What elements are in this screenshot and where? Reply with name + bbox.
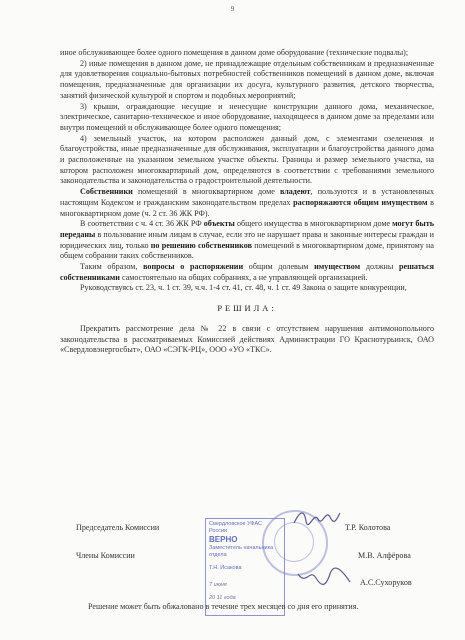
text-span: помещений в многоквартирном доме	[132, 187, 280, 197]
members-label: Члены Комиссии	[76, 551, 135, 560]
text-span: Таким образом,	[80, 262, 144, 272]
paragraph: 4) земельный участок, на котором расположен данный дом, с элементами озеленения и благоустройства, иные предназначенные для обслуживания, эксплуатации и благоустройства данного дома и расположенные на указанном земельном участке объекты. Границы и размер земельного участка, на котором расположен многоквартирный дом, определяются в соответствии с требованиями земельного законодательства и законодательства о градостроительной деятельности.	[60, 133, 434, 186]
text-span: самостоятельно на общих собраниях, а не управляющей организацией.	[119, 272, 368, 282]
stamp-org: Свердловское УФАС России	[209, 521, 262, 534]
paragraph: 3) крыши, ограждающие несущие и ненесущие конструкции данного дома, механическое, электрическое, санитарно-техническое и иное оборудование, находящееся в данном доме за пределами или внутри помещений и обслуживающее более одного помещения;	[60, 101, 434, 132]
member2-name: А.С.Сухоруков	[360, 578, 412, 587]
paragraph-guided: Руководствуясь ст. 23, ч. 1 ст. 39, ч.ч. 1-4 ст. 41, ст. 48, ч. 1 ст. 49 Закона о защите конкуренции,	[80, 283, 407, 293]
bold-text: имуществом	[314, 262, 361, 272]
paragraph: иное обслуживающее более одного помещения в данном доме оборудование (технические подвалы);	[60, 48, 409, 57]
bold-text: по решению собственников	[150, 240, 252, 250]
paragraph-owners	[60, 187, 434, 219]
stamp-verno: ВЕРНО	[209, 535, 238, 544]
stamp-name: Т.Н. Исакова	[209, 565, 242, 571]
bold-text: распоряжаются общим имуществом	[293, 197, 428, 207]
stamp-date: 7 июня	[209, 582, 227, 588]
document-body	[60, 48, 434, 356]
paragraph-decision: Прекратить рассмотрение дела № 22 в связи с отсутствием нарушения антимонопольного законодательства в рассматриваемых Комиссией действиях Администрации ГО Краснотурьинск, ОАО «Свердловэнергосбыт», ОАО «СЭГК-РЦ», ООО «УО «ТКС».	[60, 323, 434, 355]
text-span: в пользование иным лицам в случае, если это не нарушает права и законные интересы граждан и юридических лиц, только	[60, 229, 434, 250]
chair-name: Т.Р. Колотова	[345, 523, 391, 532]
paragraph-transfer	[60, 219, 434, 262]
bold-text: решаться собственниками	[60, 262, 434, 282]
member-signature-icon	[296, 566, 352, 588]
text-span: В соответствии с ч. 4 ст. 36 ЖК РФ	[80, 219, 204, 229]
decision-heading: РЕШИЛА:	[217, 304, 277, 314]
bold-text: Собственники	[80, 187, 133, 197]
stamp-date2: 20 11 года	[209, 595, 236, 601]
paragraph-conclusion	[60, 262, 434, 283]
paragraph: 2) иные помещения в данном доме, не принадлежащие отдельным собственникам и предназначенные для удовлетворения социально-бытовых потребностей собственников помещений в данном доме, включая помещения, предназначенные для организации их досуга, культурного развития, детского творчества, занятий физической культурой и спортом и подобных мероприятий;	[60, 58, 434, 100]
text-span: в многоквартирном доме (ч. 2 ст. 36 ЖК РФ).	[60, 197, 434, 218]
stamp-position: Заместитель начальника отдела	[209, 545, 274, 558]
bold-text: объекты	[203, 219, 235, 229]
text-span: помещений в многоквартирном доме, принятому на общем собрании таких собственников.	[60, 240, 434, 261]
text-span: общего имущества в многоквартирном доме	[234, 219, 393, 229]
bold-text: вопросы о распоряжении	[143, 262, 244, 272]
chair-signature-icon	[292, 507, 342, 529]
page-number: 9	[230, 5, 235, 13]
bold-text: владеют	[279, 187, 311, 197]
chair-label: Председатель Комиссии	[76, 523, 160, 532]
bold-text: могут быть переданы	[60, 219, 434, 239]
text-span: , пользуются и в установленных настоящим Кодексом и гражданским законодательством пределах	[60, 187, 434, 207]
text-span: должны	[360, 262, 399, 272]
appeal-note: Решение может быть обжаловано в течение трех месяцев со дня его принятия.	[88, 602, 359, 611]
text-span: общим долевым	[243, 262, 315, 272]
member1-name: М.В. Алфёрова	[358, 551, 411, 560]
